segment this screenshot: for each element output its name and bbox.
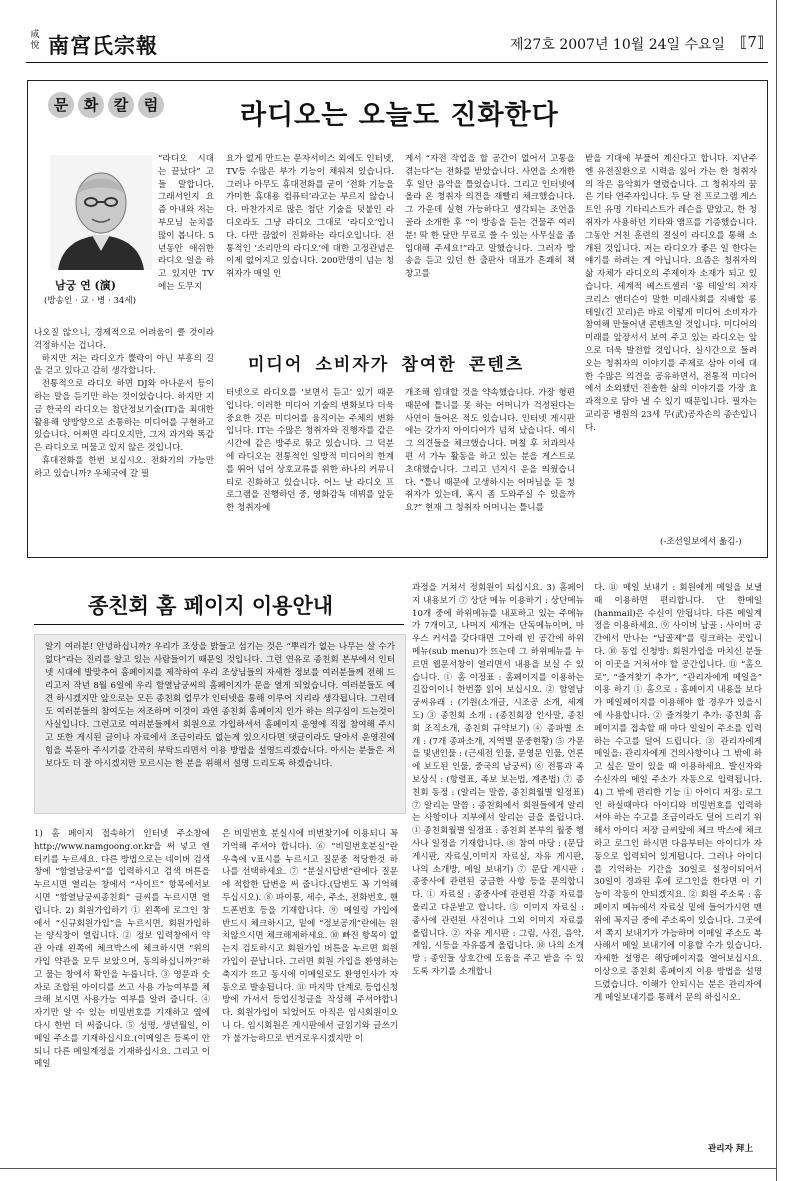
bottom-edge-rule	[0, 1168, 777, 1169]
homepage-signature: 관리자 拜上	[708, 1144, 754, 1154]
badge-char: 문	[48, 92, 74, 118]
column-text-col2-top	[226, 153, 394, 343]
intro-box	[34, 634, 406, 814]
badge-char: 화	[78, 92, 104, 118]
homepage-headline: 종친회 홈 페이지 이용안내	[88, 594, 334, 618]
masthead	[28, 28, 768, 62]
column-text-col4	[585, 153, 757, 533]
column-paragraph: 받을 기대에 부풀어 계신다고 합니다. 지난주엔 유전질환으로 시력을 잃어 가는 한 청취자의 작은 음악회가 열렸습니다. 그 청취자의 꿈은 기타 연주자입니다. 두 달 전 프로그램 게스트인 유명 기타리스트가 레슨을 맡았고, 한 청취자가 사용하던 기타와 앰프를 기증했습니다. 그동안 거친 훈련의 결실이 라디오를 통해 소개된 것입니다. 저는 라디오가 좋은 일 한다는 얘기를 하려는 게 아닙니다. 요즘은 청취자의 삶 자체가 라디오의 주제이자 소재가 되고 있습니다. 세계적 베스트셀러 ‘롱 테일’의 저자 크리스 앤더슨이 말한 미래사회를 지배할 롱 테일(긴 꼬리)은 바로 이렇게 미디어 소비자가 참여해 만들어낸 콘텐츠일 것입니다. 미디어의 미래를 앞장서서 보여 주고 있는 라디오는 앞으로 더욱 발전할 것입니다. 실시간으로 들려오는 청취자의 이야기를 주제로 삼아 이에 대한 수많은 의견을 공유하면서, 전통적 미디어에서 소외됐던 진솔한 삶의 이야기를 가장 효과적으로 담아 낼 수 있기 때문입니다. 필자는 교리공 병원의 23세 무(武)공자손의 종손입니다.	[585, 154, 757, 433]
column-text-col2-bottom	[226, 387, 394, 549]
author-portrait-image	[50, 155, 152, 270]
column-paragraph: 터넷으로 라디오를 ‘보면서 듣고’ 있기 때문입니다. 이러한 미디어 기술의 변화보다 더욱 중요한 것은 미디어를 움직이는 주체의 변화입니다. IT는 수많은 청취자와 진행자를 같은 시간에 같은 방주로 묶고 있습니다. 그 덕분에 라디오는 전통적인 일방적 미디어의 한계를 뛰어 넘어 상호교류를 위한 하나의 커뮤니티로 진화하고 있습니다. 어느 날 라디오 프로그램을 진행하던 중, 영화감독 데뷔를 앞둔 한 청취자에	[226, 388, 394, 514]
masthead-ornament	[28, 30, 42, 52]
newspaper-name: 南宮氏宗報	[48, 33, 158, 58]
ornament-bottom: 悅	[30, 41, 40, 51]
homepage-paragraph: 다. ⑪ 메일 보내기 : 회원에게 메일을 보낼 때 이용하면 편리합니다. 단 한메일(hanmail)은 수신이 안됩니다. 다른 메일계정을 이용하세요. ⑨ 사이버 납골 : 사이버 공간에서 만나는 “납골제”를 링크하는 곳입니다. ⑩ 동업 신청방: 회원가입을 마치신 분들이 이곳을 거처셔야 할 공간입니다. ⑪ “홈으로”, “즐겨찾기 추가”, “관리자에게 메일을” 이용 하기 ① 홈으로 : 홈페이지 내용을 보다가 메일페이지를 이용해야 할 경우가 있을시에 사용합니다. ② 즐겨찾기 추가: 종친회 홈페이지를 접속할 때 마다 일일이 주소를 입력하는 수고를 덜어 드립니다. ③ 관리자에게 메일을: 관리자에게 건의사항이나 그 밖에 하고 싶은 말이 있을 때 이용하세요. 발신자와 수신자의 메일 주소가 자동으로 입력됩니다. 4) 그 밖에 편리한 기능 ① 아이디 저장: 로그인 하실때마다 아이디와 비밀번호를 입력하셔야 하는 수고를 조금이라도 덜어 드리기 위해서 아이디 저장 글씨앞에 체크 박스에 체크 하고 로그인 하시면 다음부터는 아이디가 자동으로 입력되어 있게됩니다. 그러나 아이디를 기억하는 기간을 30일로 설정이되어서 30일이 경과된 후에 로그인을 한다면 이 기능이 작동이 안되겠지요. ② 회원 주소록 : 홈 페이지 메뉴에서 자료실 밑에 들어가시면 맨 위에 꼭지글 중에 주소록이 있습니다. 그곳에서 쪽지 보내기가 가능하며 이메일 주소도 복사해서 메일 보내기에 이용할 수가 있습니다. 자세한 설명은 해당페이지를 열어보십시요. 이상으로 종친회 홈페이지 이용 방법을 설명드렸습니다. 이해가 안되시는 분은 관리자에게 메일보내기를 통해서 문의 하십시오.	[594, 583, 762, 1003]
column-text-col3-top	[405, 153, 575, 343]
homepage-col2	[222, 828, 398, 1158]
homepage-paragraph: 1) 홈 페이지 접속하기 인터넷 주소창에 http://www.namgoong.or.kr을 써 넣고 엔터키를 누르세요. 다른 방법으로는 네이버 검색창에 “함열남궁씨”를 입력하시고 검색 버튼을 누르시면 열리는 창에서 “사이트” 항목에서보시면 “함열남궁씨종친회” 글씨를 누르시면 열립니다. 2) 회원가입하기 ① 왼쪽에 로그인 창에서 “신규회원가입”을 누르시면, 회원가입하는 양식창이 열립니다. ② 정보 입력창에서 약관 아래 왼쪽에 체크박스에 체크하시면 “위의 가입 약관을 모두 보았으며, 동의하십니까?”하고 물는 창에서 확인을 누릅니다. ③ 영문과 숫자로 조합된 아이디를 쓰고 사용 가능여부를 체크해 보시면 사용가능 여부를 알려 줍니다. ④ 자기만 알 수 있는 비밀번호를 기재하고 옆에 다시 한번 더 써줍니다. ⑤ 성명, 생년월일, 이메일 주소를 기재하십시요.(이메일은 등록이 안되니 다른 메일계정을 기재하십시요. 그리고 이메일	[34, 829, 210, 1070]
column-text-col1	[34, 327, 214, 547]
issue-info: 제27호 2007년 10월 24일 수요일	[510, 37, 726, 53]
column-lead-top	[158, 153, 214, 327]
homepage-col4	[594, 582, 762, 1138]
page-number: ⟦7⟧	[740, 33, 765, 51]
badge-char: 칼	[108, 92, 134, 118]
column-paragraph: 휴대전화를 한번 보십시오. 전화기의 가능만 하고 있습니까? 우체국에 갈 필	[34, 455, 214, 479]
badge-char: 럼	[138, 92, 164, 118]
column-paragraph: 개조해 임대할 것을 약속했습니다. 가장 형편 때문에 틀니를 못 하는 어머니가 걱정된다는 사연이 들어온 적도 있습니다. 인터넷 게시판에는 갖가지 아이디어가 넘쳐 났습니다. 예시 그 의견들을 체크했습니다. 며칠 후 치과의사편 서 가누 활동을 하고 있는 분을 게스트로 초대했습니다. 그리고 넌지시 운을 띄웠습니다. “틀니 때문에 고생하시는 어머님을 둔 청취자가 있는데, 혹시 좀 도와주실 수 있을까요?” 현재 그 청취자 어머니는 틀니를	[405, 388, 575, 514]
column-paragraph: 게서 “자전 작업을 할 공간이 없어서 고통을 겪는다”는 전화를 받았습니다. 사연을 소개한 후 일단 음악을 틀었습니다. 그리고 인터넷에 올라 온 청취자 의견을 재빨리 체크했습니다. 그 가운데 실현 가능하다고 생각되는 조언을 골라 소개한 후 “이 방송을 듣는 건물주 여러분! 딱 한 달만 무료로 쓸 수 있는 사무실을 좀 임대해 주세요!”라고 말했습니다. 그러자 방송을 듣고 있던 한 출판사 대표가 흔쾌히 책 창고를	[405, 154, 575, 280]
column-text-col3-bottom	[405, 387, 575, 549]
column-paragraph: 하지만 저는 라디오가 뿔락이 아닌 부흥의 길을 걷고 있다고 감히 생각합니다.	[34, 353, 214, 377]
homepage-paragraph: 은 비밀번호 분실시에 비번찾기에 이용되니 꼭 기억해 주셔야 합니다). ⑥ “비밀번호분실”란 우측에 v표시를 누르시고 질문중 적당한것 하나를 선택하세요. ⑦ “분실시답변”란에다 질문에 적합한 답변을 써 줍니다.(답변도 꼭 기억해 두십시오). ⑧ 파이통, 세수, 주소, 전화번호, 핸드폰번호 등을 기재합니다. ⑨ 메일링 가입에 반드시 체크하시고, 밑에 “정보공개”란에는 원치않으시면 체크해제하세요. ⑩ 빠진 항목이 없는지 검토하시고 회원가입 버튼을 누르면 회원가입이 끝납니다. 그러면 회원 가입을 환영하는 축지가 뜨고 동시에 이메일로도 환영인사가 자동으로 발송됩니다. ⑪ 마지막 단계로 등업신청방에 가셔서 등업신청글을 작성해 주셔야합니다. 회원가입이 되었어도 아직은 임시회원이오니 다. 임시회원은 게시판에서 글읽기와 글쓰기가 불가능하므로 번거로우시겠지만 이	[222, 829, 398, 1044]
ornament-top: 咸	[30, 30, 40, 40]
author-title: (방송인 · 교 · 병 · 34세)	[44, 296, 137, 306]
column-headline: 라디오는 오늘도 진화한다	[240, 100, 559, 131]
masthead-rule	[26, 62, 768, 63]
column-paragraph: 전통적으로 라디오 하면 DJ와 아나운서 등이 하는 말을 듣기만 하는 것이었습니다. 하지만 지금 한국의 라디오는 첨단정보기술(IT)을 최대한 활용해 양방향으로 소통하는 미디어를 구현하고 있습니다. 어쩌면 라디오지만, 그저 과거와 똑같은 라디오로 머물고 있지 않은 것입니다.	[34, 379, 214, 454]
column-paragraph: 나오질 않으니, 경제적으로 어려움이 클 것이라 걱정하시는 겁니다.	[34, 328, 214, 351]
intro-paragraph: 알기 여러분! 안녕하십니까? 우리가 조상을 밝들고 섬기는 것은 “뿌리가 없는 나무는 살 수가 없다”라는 진리를 알고 있는 사람들이기 때문일 것입니다. 그런 연유로 종친회 본부에서 인터넷 시대에 발맞추어 홈페이지를 제작하여 우리 조상님들의 자세한 정보를 여러분들께 전해 드리고저 작년 8월 6일에 우리 함열남궁씨의 홈페이지가 문을 열게 되었습니다. 여러분들도 예견 하시겠지만 앞으로는 모든 종친회 업무가 인터넷을 통해 이루어 지리라 생각됩니다. 그런데도 여러분들의 참여도는 저조하며 이것이 과연 종친회 홈페이지 인가 하는 의구심이 드는것이 사실입니다. 그런고로 여러분들께서 회원으로 가입하셔서 홈페이지 운영에 직접 참여해 주시고 또한 게시된 글이나 자료에서 조금이라도 없는게 있으시다면 댓글이라도 달아서 운영진에 힘을 북돋아 주시기를 간곡히 부탁드리면서 이용 방법을 설명드리겠습니다. 아시는 분들은 저보다도 더 잘 아시겠지만 모르시는 한 분을 위해서 설명 드리도록 하겠습니다.	[45, 642, 395, 769]
intro-text	[45, 641, 395, 807]
author-name: 남궁 연 (演)	[55, 279, 116, 292]
right-edge-rule	[776, 0, 777, 1181]
homepage-paragraph: 과정을 거쳐서 정회원이 되십시요. 3) 홈페이지 내용보기 ⑦ 상단 메뉴 이용하기 : 상단메뉴 10개 중에 하위메뉴를 내포하고 있는 주메뉴가 7개이고, 나머지 세개는 단독메뉴이며, 마우스 커서를 갖다대면 그아래 빈 공간에 하위메뉴(sub menu)가 뜨는데 그 하위메뉴를 누르면 웹문서창이 열리면서 내용을 보실 수 있습니다. ① 홈 이정표 : 홈페이지를 이용하는 길잡이이니 한번쯤 읽어 보십시오. ② 함열남궁씨유래 : (기원(소개글, 시조공 소개, 세계도) ③ 종친회 소개 : (종친회장 인사말, 종친회 조직소개, 종친회 규약보기) ④ 종파별 소개 : (7개 종파소개, 지역별 문중현황) ⑤ 가문을 빛낸인물 : (근세전 인물, 문영문 인물, 언론에 보도된 인물, 중국의 남궁씨) ⑥ 전통과 족보상식 : (항렬표, 족보 보는법, 계촌법) ⑦ 종친회 동정 : (알리는 말씀, 종친회월별 일정표) ⑦ 알리는 말씀 : 종친회에서 회원들에게 알리는 사항이나 지부에서 알리는 글을 올립니다. ① 종친회월별 일정표 : 종친회 본부의 월중 행사나 일정을 기재합니다. ⑧ 참여 마당 : (문답 게시판, 자료실,이미지 자료실, 자유 게시판, 나의 소개방, 메일 보내기) ⑦ 문답 게시판 : 종중사에 관련된 궁금한 사항 등을 문의합니다. ① 자료실 : 종중사에 관련된 각종 자료를 올리고 다운받고 합니다. ⑤ 이미지 자료실 : 종사에 관련된 사진이나 그외 이미지 자료를 올립니다. ② 자유 게시판 : 그림, 사진, 음악, 게임, 시등을 자유롭게 올립니다. ⑩ 나의 소개방 : 종인들 상호간에 도움을 주고 받을 수 있도록 자기를 소개합니	[412, 583, 584, 977]
column-badge	[48, 92, 168, 118]
homepage-col1	[34, 828, 210, 1158]
headline-rule	[34, 624, 404, 625]
source-credit: (-조선일보에서 옮김-)	[660, 537, 742, 547]
column-paragraph: 요가 없게 만드는 문자서비스 외에도 인터넷, TV등 수많은 부가 기능이 채워져 있습니다. 그러나 아무도 휴대전화를 굳이 ‘전화 기능을 가미한 휴대용 컴퓨터’라고는 부르지 않습니다. 마찬가지로 많은 첨단 기술을 덧붙인 라디오라도 그냥 라디오 그대로 ‘라디오’입니다. 다만 끊없이 진화하는 라디오입니다. 전통적인 ‘소리만의 라디오’에 대한 고정관념은 이제 없어지고 있습니다. 200만명이 넘는 청취자가 매일 인	[226, 154, 394, 280]
author-photo	[50, 155, 152, 270]
column-subheadline: 미디어 소비자가 참여한 콘텐츠	[248, 355, 525, 375]
homepage-col3	[412, 582, 584, 1160]
column-paragraph: “라디오 시대는 끝났다” 고들 말합니다. 그래서인지 요즘 아내와 저는 부모님 눈치를 많이 봅니다. 5년동안 애쉬한 라디오 일을 하고 있지만 TV에는 도무지	[158, 154, 214, 292]
